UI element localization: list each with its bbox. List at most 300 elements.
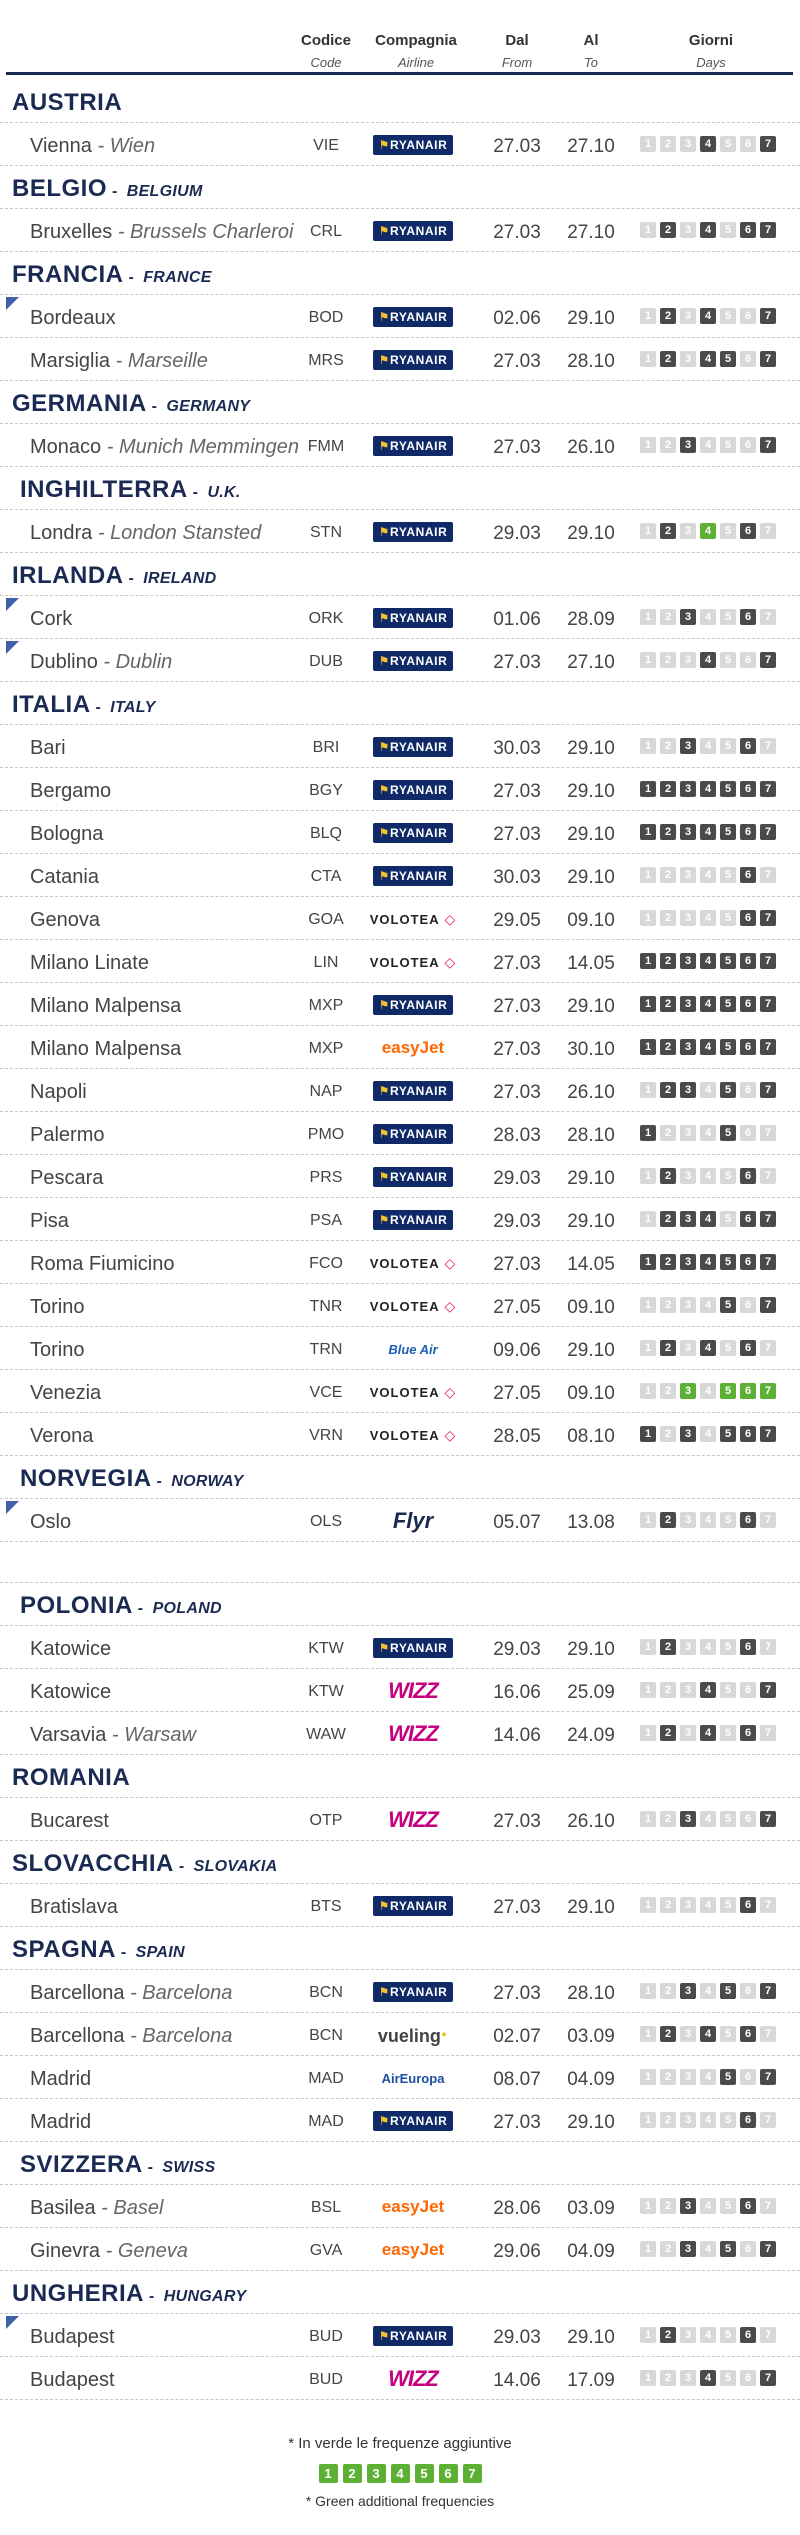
route-row (0, 338, 800, 381)
destination-city (30, 1296, 84, 1319)
new-route-corner-icon (6, 2316, 19, 2329)
airline-cell (368, 1380, 458, 1404)
day-5-box: 5 (720, 1168, 736, 1184)
country-separator: - (187, 484, 204, 501)
date-from: 27.03 (493, 1082, 541, 1103)
day-5-box: 5 (720, 1811, 736, 1827)
day-4-box: 4 (700, 1897, 716, 1913)
city-name: Venezia (30, 1382, 102, 1404)
route-row (0, 295, 800, 338)
day-6-box: 6 (740, 1512, 756, 1528)
day-5-box: 5 (720, 781, 736, 797)
day-4-box: 4 (700, 953, 716, 969)
day-7-box: 7 (760, 2198, 776, 2214)
airline-cell (368, 434, 458, 458)
airport-code: BLQ (309, 825, 342, 842)
city-separator: - (124, 1982, 143, 2004)
route-row (0, 1884, 800, 1927)
country-separator: - (90, 699, 107, 716)
airline-cell (368, 1251, 458, 1275)
day-4-box: 4 (700, 2026, 716, 2042)
country-name-it: NORVEGIA (20, 1465, 152, 1492)
date-to: 03.09 (567, 2026, 615, 2047)
day-3-box: 3 (680, 308, 696, 324)
route-row (0, 424, 800, 467)
legend-day-5-box: 5 (415, 2464, 434, 2483)
airline-cell (368, 219, 458, 243)
date-from: 05.07 (493, 1512, 541, 1533)
route-row (0, 1970, 800, 2013)
day-3-box: 3 (680, 2241, 696, 2257)
country-name-it: AUSTRIA (12, 89, 123, 116)
day-2-box: 2 (660, 1082, 676, 1098)
day-5-box: 5 (720, 824, 736, 840)
country-heading (0, 553, 800, 596)
day-4-box: 4 (700, 1512, 716, 1528)
day-2-box: 2 (660, 2198, 676, 2214)
country-name-en: FRANCE (143, 269, 212, 286)
airline-cell (368, 735, 458, 759)
city-name: Bergamo (30, 780, 112, 802)
day-1-box: 1 (640, 1426, 656, 1442)
date-to: 29.10 (567, 1211, 615, 1232)
airport-code: BGY (309, 782, 343, 799)
country-name-en: SWISS (162, 2159, 216, 2176)
day-7-box: 7 (760, 1639, 776, 1655)
day-6-box: 6 (740, 910, 756, 926)
date-from: 29.06 (493, 2241, 541, 2262)
city-separator: - (91, 135, 110, 157)
city-name: Barcellona (30, 1982, 125, 2004)
date-from: 29.03 (493, 1168, 541, 1189)
day-6-box: 6 (740, 1168, 756, 1184)
date-from: 27.05 (493, 1383, 541, 1404)
route-row (0, 2185, 800, 2228)
vueling-logo: vueling · (378, 2022, 448, 2048)
airline-cell (368, 348, 458, 372)
country-heading (0, 1841, 800, 1884)
date-to: 29.10 (567, 824, 615, 845)
day-5-box: 5 (720, 308, 736, 324)
airport-code: FCO (309, 1255, 343, 1272)
header-rule (6, 72, 793, 75)
day-6-box: 6 (740, 609, 756, 625)
operating-days (640, 136, 776, 152)
day-6-box: 6 (740, 1254, 756, 1270)
country-heading (0, 2142, 800, 2185)
country-separator: - (123, 570, 140, 587)
country-name-it: ROMANIA (12, 1764, 131, 1791)
day-1-box: 1 (640, 1725, 656, 1741)
col-to-header (556, 32, 626, 70)
col-code-label-en: Code (310, 55, 342, 70)
day-4-box: 4 (700, 910, 716, 926)
day-3-box: 3 (680, 1682, 696, 1698)
destination-city (30, 952, 149, 975)
date-from: 02.07 (493, 2026, 541, 2047)
route-row (0, 639, 800, 682)
country-separator: - (142, 2159, 159, 2176)
day-4-box: 4 (700, 1639, 716, 1655)
day-5-box: 5 (720, 1297, 736, 1313)
date-to: 25.09 (567, 1682, 615, 1703)
day-5-box: 5 (720, 2069, 736, 2085)
day-5-box: 5 (720, 2112, 736, 2128)
day-5-box: 5 (720, 652, 736, 668)
day-6-box: 6 (740, 308, 756, 324)
country-name-en: HUNGARY (163, 2288, 247, 2305)
day-2-box: 2 (660, 2112, 676, 2128)
city-name-en: Munich Memmingen (118, 436, 300, 458)
day-2-box: 2 (660, 1682, 676, 1698)
new-route-corner-icon (6, 1501, 19, 1514)
day-4-box: 4 (700, 2112, 716, 2128)
country-heading (0, 682, 800, 725)
airport-code: FMM (307, 438, 345, 455)
day-5-box: 5 (720, 1682, 736, 1698)
operating-days (640, 2112, 776, 2128)
country-name-it: ITALIA (12, 691, 91, 718)
ryanair-logo: ⚑ RYANAIR (373, 350, 454, 370)
ryanair-logo: ⚑ RYANAIR (373, 651, 454, 671)
day-2-box: 2 (660, 2026, 676, 2042)
city-name: Milano Linate (30, 952, 149, 974)
day-7-box: 7 (760, 1039, 776, 1055)
route-row (0, 596, 800, 639)
day-4-box: 4 (700, 2327, 716, 2343)
day-6-box: 6 (740, 738, 756, 754)
day-3-box: 3 (680, 437, 696, 453)
day-6-box: 6 (740, 1383, 756, 1399)
date-to: 29.10 (567, 1639, 615, 1660)
day-5-box: 5 (720, 1211, 736, 1227)
airport-code: NAP (309, 1083, 343, 1100)
date-from: 27.03 (493, 1897, 541, 1918)
flyr-logo: Flyr (392, 1508, 434, 1533)
day-1-box: 1 (640, 1297, 656, 1313)
destination-city (30, 436, 299, 459)
ryanair-logo: ⚑ RYANAIR (373, 2111, 454, 2131)
ryanair-logo: ⚑ RYANAIR (373, 823, 454, 843)
city-name: Budapest (30, 2326, 115, 2348)
airline-cell (368, 1679, 458, 1703)
day-7-box: 7 (760, 781, 776, 797)
ryanair-logo: ⚑ RYANAIR (373, 1081, 454, 1101)
airline-cell (368, 520, 458, 544)
date-from: 27.03 (493, 781, 541, 802)
day-7-box: 7 (760, 2069, 776, 2085)
day-3-box: 3 (680, 867, 696, 883)
day-2-box: 2 (660, 437, 676, 453)
date-from: 29.03 (493, 1639, 541, 1660)
country-name-it: SPAGNA (12, 1936, 116, 1963)
date-from: 16.06 (493, 1682, 541, 1703)
airport-code: VIE (313, 137, 339, 154)
city-name: Palermo (30, 1124, 105, 1146)
city-name-en: Geneva (117, 2240, 188, 2262)
air-europa-logo: AirEuropa (381, 2070, 445, 2086)
country-separator: - (107, 183, 123, 200)
airport-code: KTW (308, 1683, 344, 1700)
city-name: Milano Malpensa (30, 1038, 182, 1060)
airline-cell (368, 907, 458, 931)
day-6-box: 6 (740, 222, 756, 238)
day-1-box: 1 (640, 308, 656, 324)
airline-cell (368, 1423, 458, 1447)
day-4-box: 4 (700, 1168, 716, 1184)
col-code-header (290, 32, 362, 70)
day-7-box: 7 (760, 2026, 776, 2042)
airport-code: MXP (308, 1040, 344, 1057)
destination-city (30, 1982, 232, 2005)
day-1-box: 1 (640, 1211, 656, 1227)
airport-code: PMO (307, 1126, 345, 1143)
country-name (12, 1936, 185, 1964)
ryanair-logo: ⚑ RYANAIR (373, 1982, 454, 2002)
ryanair-logo: ⚑ RYANAIR (373, 1167, 454, 1187)
date-from: 08.07 (493, 2069, 541, 2090)
date-from: 09.06 (493, 1340, 541, 1361)
day-6-box: 6 (740, 1426, 756, 1442)
city-name-en: Basel (113, 2197, 164, 2219)
airport-code: BUD (309, 2328, 343, 2345)
country-name-en: U.K. (207, 484, 241, 501)
operating-days (640, 1725, 776, 1741)
destination-city (30, 2197, 163, 2220)
ryanair-logo: ⚑ RYANAIR (373, 522, 454, 542)
airline-cell (368, 649, 458, 673)
country-name-it: INGHILTERRA (20, 476, 188, 503)
date-to: 08.10 (567, 1426, 615, 1447)
date-from: 02.06 (493, 308, 541, 329)
destination-city (30, 1511, 71, 1534)
day-2-box: 2 (660, 652, 676, 668)
day-1-box: 1 (640, 2026, 656, 2042)
date-from: 14.06 (493, 2370, 541, 2391)
day-4-box: 4 (700, 609, 716, 625)
destination-city (30, 737, 66, 760)
date-to: 29.10 (567, 1897, 615, 1918)
day-6-box: 6 (740, 136, 756, 152)
date-to: 27.10 (567, 222, 615, 243)
date-to: 29.10 (567, 996, 615, 1017)
legend-days (0, 2464, 800, 2483)
day-2-box: 2 (660, 2370, 676, 2386)
day-2-box: 2 (660, 351, 676, 367)
operating-days (640, 523, 776, 539)
day-4-box: 4 (700, 222, 716, 238)
country-name-en: SLOVAKIA (193, 1858, 278, 1875)
city-name: Milano Malpensa (30, 995, 182, 1017)
city-name: Verona (30, 1425, 94, 1447)
date-to: 29.10 (567, 1340, 615, 1361)
city-name-en: Barcelona (142, 1982, 233, 2004)
day-2-box: 2 (660, 1512, 676, 1528)
day-3-box: 3 (680, 136, 696, 152)
destination-city (30, 1081, 87, 1104)
day-4-box: 4 (700, 1039, 716, 1055)
country-name-it: GERMANIA (12, 390, 147, 417)
day-5-box: 5 (720, 1725, 736, 1741)
country-name-it: UNGHERIA (12, 2280, 145, 2307)
day-1-box: 1 (640, 738, 656, 754)
operating-days (640, 1340, 776, 1356)
city-name: Torino (30, 1296, 85, 1318)
day-7-box: 7 (760, 351, 776, 367)
city-name: Marsiglia (30, 350, 111, 372)
country-separator: - (123, 269, 140, 286)
destination-city (30, 1425, 93, 1448)
city-separator: - (112, 221, 131, 243)
col-to-label: Al (583, 32, 599, 49)
destination-city (30, 909, 100, 932)
airport-code: PRS (309, 1169, 343, 1186)
airline-cell (368, 1208, 458, 1232)
day-2-box: 2 (660, 1383, 676, 1399)
city-name: Katowice (30, 1681, 112, 1703)
destination-city (30, 1382, 101, 1405)
destination-city (30, 522, 261, 545)
route-row (0, 1499, 800, 1542)
route-row (0, 1198, 800, 1241)
operating-days (640, 1383, 776, 1399)
country-name (12, 390, 250, 418)
city-name: Londra (30, 522, 93, 544)
date-to: 13.08 (567, 1512, 615, 1533)
airport-code: KTW (308, 1640, 344, 1657)
airport-code: OTP (309, 1812, 343, 1829)
route-row (0, 1712, 800, 1755)
city-name: Catania (30, 866, 99, 888)
airport-code: GVA (309, 2242, 343, 2259)
country-heading (0, 1456, 800, 1499)
country-name-it: SVIZZERA (20, 2151, 143, 2178)
day-3-box: 3 (680, 1254, 696, 1270)
col-days-label: Giorni (688, 32, 734, 49)
airport-code: OLS (309, 1513, 342, 1530)
city-name: Napoli (30, 1081, 87, 1103)
date-to: 29.10 (567, 781, 615, 802)
airline-cell (368, 1722, 458, 1746)
city-name: Madrid (30, 2111, 92, 2133)
new-route-corner-icon (6, 641, 19, 654)
airport-code: CRL (309, 223, 342, 240)
airline-cell (368, 1122, 458, 1146)
day-7-box: 7 (760, 1168, 776, 1184)
day-5-box: 5 (720, 1426, 736, 1442)
day-4-box: 4 (700, 308, 716, 324)
day-2-box: 2 (660, 1340, 676, 1356)
airline-cell (368, 1894, 458, 1918)
day-7-box: 7 (760, 867, 776, 883)
day-3-box: 3 (680, 910, 696, 926)
date-to: 28.10 (567, 1125, 615, 1146)
airport-code: DUB (309, 653, 343, 670)
airline-cell (368, 2023, 458, 2047)
operating-days (640, 652, 776, 668)
airline-cell (368, 1294, 458, 1318)
day-5-box: 5 (720, 1340, 736, 1356)
day-7-box: 7 (760, 136, 776, 152)
airline-cell (368, 950, 458, 974)
date-to: 28.10 (567, 351, 615, 372)
day-2-box: 2 (660, 1725, 676, 1741)
day-3-box: 3 (680, 1082, 696, 1098)
day-3-box: 3 (680, 1639, 696, 1655)
route-row (0, 123, 800, 166)
city-name: Pescara (30, 1167, 104, 1189)
destination-city (30, 1210, 69, 1233)
city-separator: - (124, 2025, 143, 2047)
operating-days (640, 1125, 776, 1141)
operating-days (640, 1039, 776, 1055)
day-7-box: 7 (760, 1125, 776, 1141)
date-from: 28.05 (493, 1426, 541, 1447)
airline-cell (368, 778, 458, 802)
day-7-box: 7 (760, 738, 776, 754)
new-route-corner-icon (6, 598, 19, 611)
day-5-box: 5 (720, 1082, 736, 1098)
country-separator: - (132, 1600, 149, 1617)
day-6-box: 6 (740, 2241, 756, 2257)
city-name: Genova (30, 909, 101, 931)
day-1-box: 1 (640, 222, 656, 238)
destination-city (30, 780, 111, 803)
day-7-box: 7 (760, 910, 776, 926)
day-1-box: 1 (640, 1254, 656, 1270)
ryanair-logo: ⚑ RYANAIR (373, 866, 454, 886)
date-from: 30.03 (493, 867, 541, 888)
route-row (0, 2013, 800, 2056)
city-separator: - (97, 651, 116, 673)
day-5-box: 5 (720, 1254, 736, 1270)
route-row (0, 1112, 800, 1155)
city-name: Vienna (30, 135, 92, 157)
route-row (0, 1241, 800, 1284)
day-6-box: 6 (740, 2370, 756, 2386)
day-5-box: 5 (720, 2370, 736, 2386)
date-from: 27.03 (493, 652, 541, 673)
route-row (0, 209, 800, 252)
route-row (0, 1026, 800, 1069)
airline-cell (368, 606, 458, 630)
operating-days (640, 308, 776, 324)
day-1-box: 1 (640, 437, 656, 453)
city-separator: - (95, 2197, 114, 2219)
day-5-box: 5 (720, 953, 736, 969)
day-7-box: 7 (760, 437, 776, 453)
operating-days (640, 781, 776, 797)
volotea-logo: VOLOTEA ◇ (370, 954, 457, 971)
country-name (20, 1465, 244, 1493)
day-4-box: 4 (700, 523, 716, 539)
route-row (0, 768, 800, 811)
day-4-box: 4 (700, 738, 716, 754)
country-name-en: POLAND (152, 1600, 222, 1617)
day-5-box: 5 (720, 351, 736, 367)
day-6-box: 6 (740, 1682, 756, 1698)
operating-days (640, 609, 776, 625)
day-3-box: 3 (680, 1811, 696, 1827)
day-6-box: 6 (740, 1639, 756, 1655)
date-to: 29.10 (567, 523, 615, 544)
ryanair-logo: ⚑ RYANAIR (373, 2326, 454, 2346)
col-airline-header (366, 32, 466, 70)
day-2-box: 2 (660, 1211, 676, 1227)
day-7-box: 7 (760, 1297, 776, 1313)
day-2-box: 2 (660, 996, 676, 1012)
day-2-box: 2 (660, 1254, 676, 1270)
